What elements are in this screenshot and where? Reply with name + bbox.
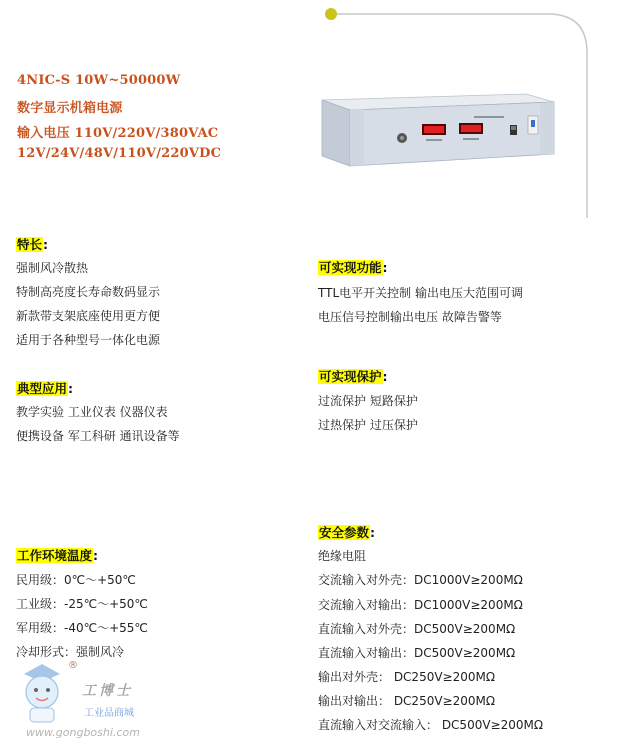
environment-heading bbox=[16, 546, 98, 564]
safety-item: 输出对输出： DC250V≥200MΩ bbox=[318, 694, 496, 708]
safety-item: 交流输入对外壳：DC1000V≥200MΩ bbox=[318, 573, 523, 587]
input-voltage-line: 输入电压 110V/220V/380VAC bbox=[17, 126, 219, 141]
applications-heading bbox=[16, 379, 73, 397]
environment-item: 工业级：-25℃～+50℃ bbox=[16, 597, 148, 611]
function-item: TTL电平开关控制 输出电压大范围可调 bbox=[318, 286, 523, 300]
watermark-url: www.gongboshi.com bbox=[26, 726, 140, 739]
features-title: 特长 bbox=[17, 237, 43, 252]
watermark-sub: 工业品商城 bbox=[84, 708, 134, 719]
output-voltage-line: 12V/24V/48V/110V/220VDC bbox=[17, 146, 222, 161]
functions-heading bbox=[318, 258, 388, 276]
safety-item: 绝缘电阻 bbox=[318, 549, 367, 563]
applications-title: 典型应用 bbox=[17, 381, 68, 396]
feature-item: 强制风冷散热 bbox=[16, 261, 89, 275]
safety-item: 直流输入对交流输入： DC500V≥200MΩ bbox=[318, 718, 544, 732]
function-item: 电压信号控制输出电压 故障告警等 bbox=[318, 310, 502, 324]
product-photo bbox=[314, 92, 562, 176]
safety-item: 直流输入对外壳：DC500V≥200MΩ bbox=[318, 622, 516, 636]
safety-item: 输出对外壳： DC250V≥200MΩ bbox=[318, 670, 496, 684]
protections-title: 可实现保护 bbox=[319, 369, 382, 384]
applications-colon: : bbox=[68, 381, 74, 396]
product-name-line: 数字显示机箱电源 bbox=[17, 101, 123, 116]
feature-item: 适用于各种型号一体化电源 bbox=[16, 333, 161, 347]
safety-title: 安全参数 bbox=[319, 525, 370, 540]
features-colon: : bbox=[43, 237, 49, 252]
protections-colon: : bbox=[382, 369, 388, 384]
environment-colon: : bbox=[93, 548, 99, 563]
safety-item: 直流输入对输出：DC500V≥200MΩ bbox=[318, 646, 516, 660]
functions-title: 可实现功能 bbox=[319, 260, 382, 275]
features-heading bbox=[16, 235, 48, 253]
decorative-dot bbox=[325, 8, 337, 20]
environment-item: 民用级：0℃～+50℃ bbox=[16, 573, 136, 587]
safety-colon: : bbox=[370, 525, 376, 540]
environment-title: 工作环境温度 bbox=[17, 548, 93, 563]
feature-item: 特制高亮度长寿命数码显示 bbox=[16, 285, 161, 299]
safety-item: 交流输入对输出：DC1000V≥200MΩ bbox=[318, 598, 523, 612]
model-line: 4NIC-S 10W~50000W bbox=[17, 73, 181, 88]
application-item: 教学实验 工业仪表 仪器仪表 bbox=[16, 405, 168, 419]
feature-item: 新款带支架底座使用更方便 bbox=[16, 309, 161, 323]
protection-item: 过流保护 短路保护 bbox=[318, 394, 418, 408]
protections-heading bbox=[318, 367, 388, 385]
environment-item: 军用级：-40℃～+55℃ bbox=[16, 621, 148, 635]
protection-item: 过热保护 过压保护 bbox=[318, 418, 418, 432]
watermark bbox=[6, 660, 166, 748]
safety-heading bbox=[318, 523, 375, 541]
functions-colon: : bbox=[382, 260, 388, 275]
environment-item: 冷却形式：强制风冷 bbox=[16, 645, 125, 659]
watermark-brand: 工博士 bbox=[82, 683, 133, 699]
application-item: 便携设备 军工科研 通讯设备等 bbox=[16, 429, 180, 443]
registered-mark: ® bbox=[68, 660, 78, 671]
mascot-icon bbox=[14, 660, 70, 726]
